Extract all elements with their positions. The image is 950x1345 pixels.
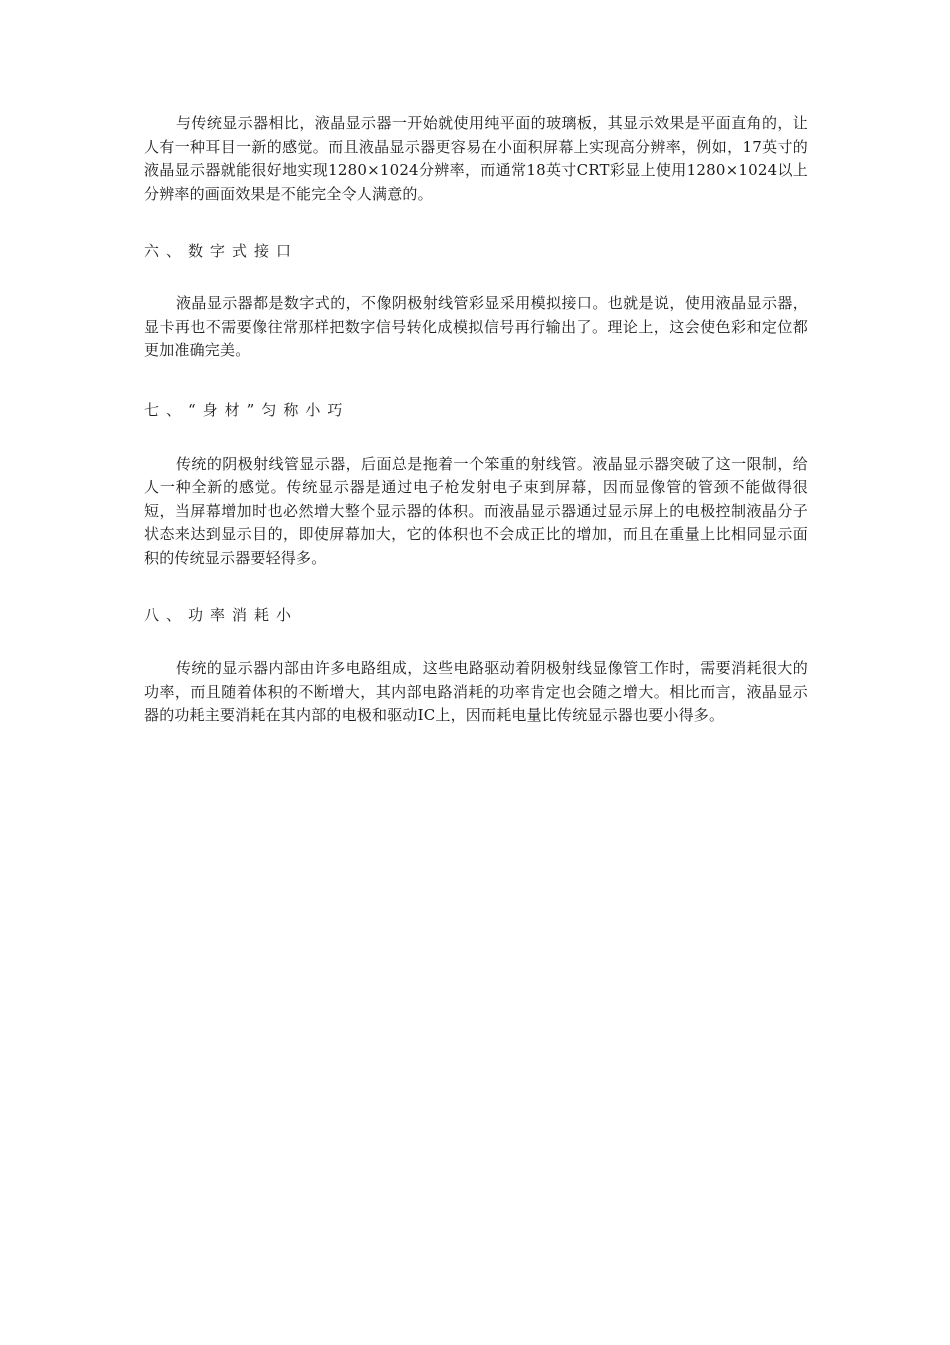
document-page: [144, 112, 808, 728]
paragraph-compact-size: 传统的阴极射线管显示器，后面总是拖着一个笨重的射线管。液晶显示器突破了这一限制，给人一种全新的感觉。传统显示器是通过电子枪发射电子束到屏幕，因而显像管的管颈不能做得很短，当屏幕增加时也必然增大整个显示器的体积。而液晶显示器通过显示屏上的电极控制液晶分子状态来达到显示目的，即使屏幕加大，它的体积也不会成正比的增加，而且在重量上比相同显示面积的传统显示器要轻得多。: [144, 454, 808, 567]
paragraph-digital-interface: 液晶显示器都是数字式的，不像阴极射线管彩显采用模拟接口。也就是说，使用液晶显示器，显卡再也不需要像往常那样把数字信号转化成模拟信号再行输出了。理论上，这会使色彩和定位都更加准确完美。: [144, 294, 808, 359]
paragraph-low-power: 传统的显示器内部由许多电路组成，这些电路驱动着阴极射线显像管工作时，需要消耗很大的功率，而且随着体积的不断增大，其内部电路消耗的功率肯定也会随之增大。相比而言，液晶显示器的功耗主要消耗在其内部的电极和驱动IC上，因而耗电量比传统显示器也要小得多。: [144, 659, 808, 724]
heading-digital-interface: 六、数字式接口: [144, 242, 299, 260]
paragraph-flat-screen-resolution: 与传统显示器相比，液晶显示器一开始就使用纯平面的玻璃板，其显示效果是平面直角的，让人有一种耳目一新的感觉。而且液晶显示器更容易在小面积屏幕上实现高分辨率，例如，17英寸的液晶显示器就能很好地实现1280×1024分辨率，而通常18英寸CRT彩显上使用1280×1024以上分辨率的画面效果是不能完全令人满意的。: [144, 114, 808, 203]
heading-low-power: 八、功率消耗小: [144, 606, 299, 624]
heading-compact-size: 七、“身材”匀称小巧: [144, 400, 350, 419]
